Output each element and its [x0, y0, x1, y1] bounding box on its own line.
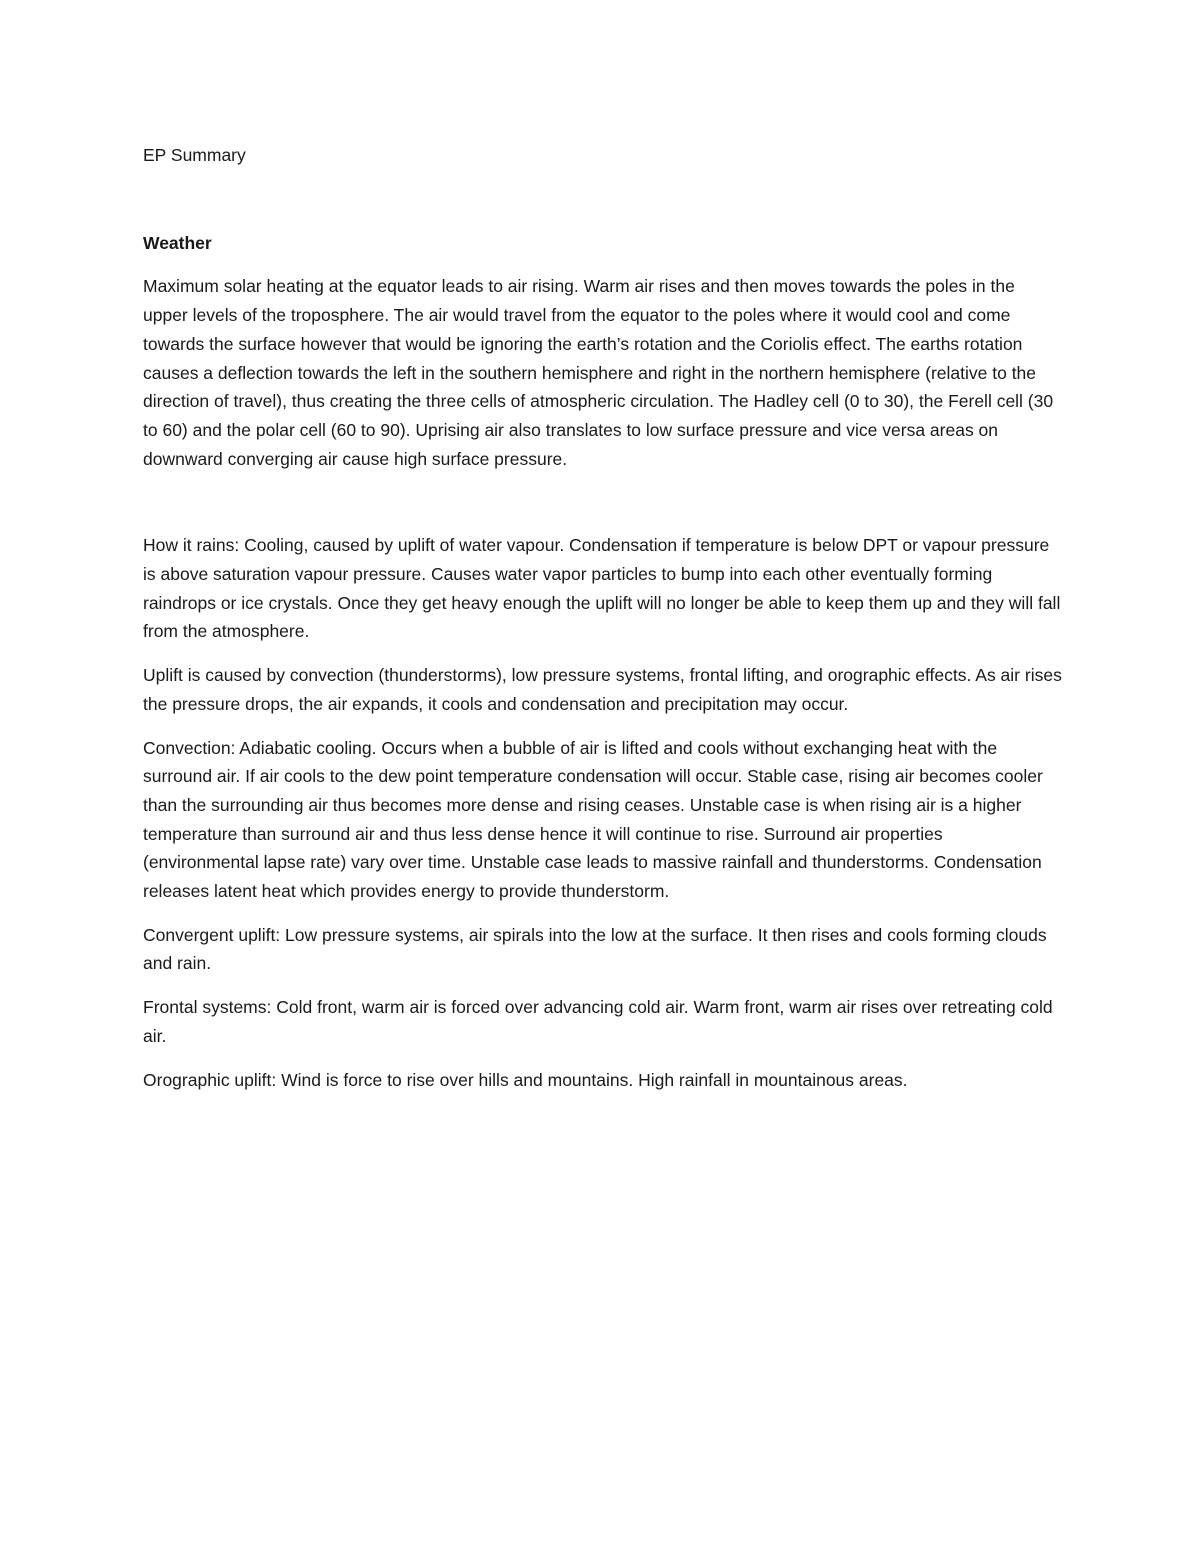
paragraph-how-it-rains: How it rains: Cooling, caused by uplift of water vapour. Condensation if temperature is below DPT or vapour pressure is above saturation vapour pressure. Causes water vapor particles to bump into each other eventually forming raindrops or ice crystals. Once they get heavy enough the uplift will no longer be able to keep them up and they will fall from the atmosphere.	[143, 535, 1061, 642]
paragraph-convection: Convection: Adiabatic cooling. Occurs when a bubble of air is lifted and cools without exchanging heat with the surround air. If air cools to the dew point temperature condensation will occur. Stable case, rising air becomes cooler than the surrounding air thus becomes more dense and rising ceases. Unstable case is when rising air is a higher temperature than surround air and thus less dense hence it will continue to rise. Surround air properties (environmental lapse rate) vary over time. Unstable case leads to massive rainfall and thunderstorms. Condensation releases latent heat which provides energy to provide thunderstorm.	[143, 737, 1043, 902]
section-heading-weather: Weather	[143, 232, 212, 253]
paragraph-convergent-uplift: Convergent uplift: Low pressure systems, air spirals into the low at the surface. It then rises and cools forming clouds and rain.	[143, 924, 1047, 974]
document-body	[143, 141, 1063, 1109]
paragraph-frontal-systems: Frontal systems: Cold front, warm air is forced over advancing cold air. Warm front, warm air rises over retreating cold air.	[143, 997, 1053, 1046]
paragraph-atmospheric-circulation: Maximum solar heating at the equator leads to air rising. Warm air rises and then moves towards the poles in the upper levels of the troposphere. The air would travel from the equator to the poles where it would cool and come towards the surface however that would be ignoring the earth’s rotation and the Coriolis effect. The earths rotation causes a deflection towards the left in the southern hemisphere and right in the northern hemisphere (relative to the direction of travel), thus creating the three cells of atmospheric circulation. The Hadley cell (0 to 30), the Ferell cell (30 to 60) and the polar cell (60 to 90). Uprising air also translates to low surface pressure and vice versa areas on downward converging air cause high surface pressure.	[143, 276, 1054, 469]
document-title: EP Summary	[143, 145, 246, 165]
paragraph-orographic-uplift: Orographic uplift: Wind is force to rise over hills and mountains. High rainfall in mountainous areas.	[143, 1069, 908, 1090]
paragraph-uplift-causes: Uplift is caused by convection (thunderstorms), low pressure systems, frontal lifting, and orographic effects. As air rises the pressure drops, the air expands, it cools and condensation and precipitation may occur.	[143, 665, 1062, 714]
